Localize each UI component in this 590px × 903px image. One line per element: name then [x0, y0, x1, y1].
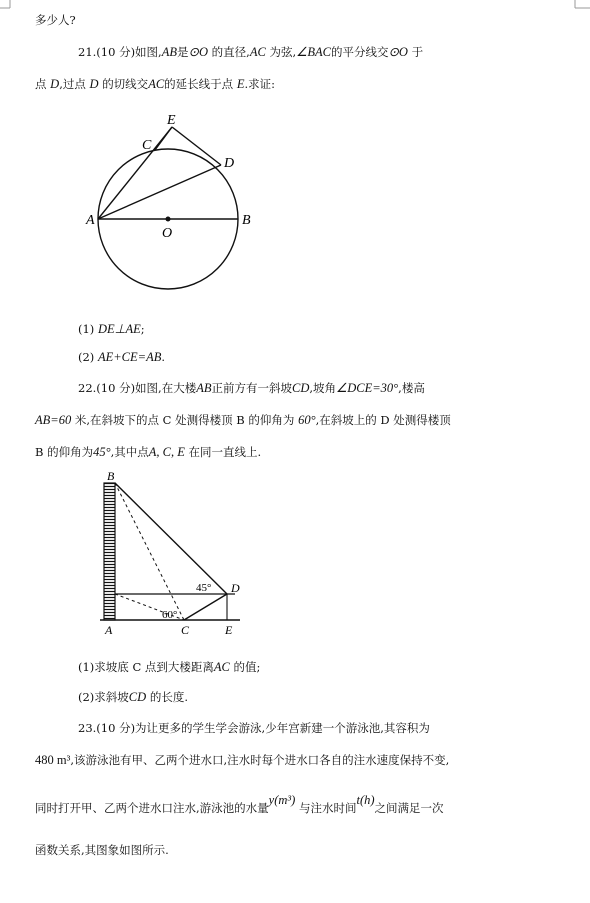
label-a: A — [86, 213, 95, 228]
q23-line-4: 函数关系,其图象如图所示. — [35, 843, 169, 857]
q22-math: AB — [196, 381, 212, 395]
label-b: B — [107, 470, 115, 483]
q21-math: AC — [249, 45, 266, 59]
q23-math: y(m³) — [268, 793, 296, 807]
q22-text: 的长度. — [149, 690, 188, 704]
q21-math: AC — [148, 77, 165, 91]
q21-math: D — [50, 77, 60, 91]
q22-math: AB=60 — [35, 413, 72, 427]
label-d: D — [224, 156, 235, 171]
q23-text: 之间满足一次 — [374, 801, 444, 815]
q22-math: 60° — [298, 413, 316, 427]
q21-text: ,过点 — [59, 77, 86, 91]
label-o: O — [162, 226, 173, 241]
chord-ac-extended — [98, 127, 172, 219]
page-corner-mark-left — [0, 0, 20, 10]
q21-text: 21.(10 分)如图, — [78, 45, 162, 59]
q21-text: 为弦, — [269, 45, 297, 59]
q21-text: 的延长线于点 — [164, 77, 234, 91]
q21-text: .求证: — [244, 77, 275, 91]
q22-text: ,坡角 — [309, 381, 337, 395]
label-b: B — [242, 213, 251, 228]
q22-math: CD — [292, 381, 310, 395]
angle-45-label: 45° — [196, 582, 212, 594]
q23-math: 480 m³ — [35, 753, 71, 767]
label-c: C — [142, 138, 152, 153]
page-corner-mark-right — [565, 0, 590, 10]
label-d: D — [231, 581, 240, 595]
q21-text: 的平分线交 — [330, 45, 389, 59]
q22-text: 的值; — [233, 660, 261, 674]
sightline-bd — [115, 483, 227, 594]
q22-text: 正前方有一斜坡 — [211, 381, 292, 395]
q23-line-3 — [35, 793, 444, 816]
q21-part-1 — [78, 321, 145, 337]
q21-math: ⊙O — [188, 45, 209, 59]
q22-text: (1)求坡底 C 点到大楼距离 — [78, 660, 214, 674]
q22-building-slope-figure — [95, 470, 255, 640]
q23-text: 与注水时间 — [298, 801, 357, 815]
q22-line-2 — [35, 412, 451, 428]
q22-line-3 — [35, 444, 261, 460]
q22-math: CD — [128, 690, 147, 704]
q21-math: DE⊥AE — [97, 322, 141, 336]
q21-line-2 — [35, 76, 275, 92]
q23-math: t(h) — [356, 793, 375, 807]
q21-line-1 — [78, 44, 423, 60]
segment-ce — [155, 127, 172, 150]
q22-text: ,在斜坡上的 D 处测得楼顶 — [315, 413, 451, 427]
q23-line-1: 23.(10 分)为让更多的学生学会游泳,少年宫新建一个游泳池,其容积为 — [78, 721, 430, 735]
building-ab — [104, 483, 115, 620]
q21-math: AE+CE=AB — [97, 350, 162, 364]
q21-part-number: (2) — [78, 350, 95, 364]
q22-part-2 — [78, 689, 188, 705]
q22-text: (2)求斜坡 — [78, 690, 129, 704]
q22-text: ,其中点 — [110, 445, 149, 459]
segment-ad — [98, 165, 221, 219]
q22-text: 在同一直线上. — [188, 445, 262, 459]
q21-math: ⊙O — [388, 45, 408, 59]
q23-text: 同时打开甲、乙两个进水口注水,游泳池的水量 — [35, 801, 269, 815]
q22-math: 45° — [93, 445, 111, 459]
sightline-bc — [115, 483, 184, 620]
label-a: A — [105, 623, 113, 637]
q21-math: D — [89, 77, 99, 91]
q21-text: 于 — [411, 45, 424, 59]
q21-math: AB — [161, 45, 177, 59]
previous-question-tail: 多少人? — [35, 13, 76, 27]
q21-text: 的切线交 — [102, 77, 149, 91]
label-e: E — [167, 113, 176, 128]
q21-text: 是 — [177, 45, 189, 59]
q22-math: AC — [213, 660, 230, 674]
q21-circle-figure — [80, 110, 280, 300]
q22-math: A, C, E — [148, 445, 185, 459]
q22-text: ,楼高 — [398, 381, 425, 395]
tangent-de — [172, 127, 221, 165]
q22-math: ∠DCE=30° — [336, 381, 399, 395]
center-point-o — [166, 217, 171, 222]
q21-text: . — [161, 350, 165, 364]
angle-60-label: 60° — [162, 609, 178, 621]
q21-part-2 — [78, 350, 165, 365]
q22-text: B 的仰角为 — [35, 445, 94, 459]
q22-text: 米,在斜坡下的点 C 处测得楼顶 B 的仰角为 — [74, 413, 295, 427]
label-e: E — [225, 623, 233, 637]
q21-text: 的直径, — [211, 45, 250, 59]
q21-text: ; — [140, 322, 145, 336]
q23-line-2 — [35, 752, 449, 768]
label-c: C — [181, 623, 190, 637]
q22-line-1 — [78, 380, 425, 396]
q21-math: E — [236, 77, 245, 91]
q21-text: 点 — [35, 77, 47, 91]
slope-cd — [184, 594, 227, 620]
q21-math: ∠BAC — [296, 45, 331, 59]
q21-part-number: (1) — [78, 322, 95, 336]
q22-part-1 — [78, 659, 260, 675]
q22-text: 22.(10 分)如图,在大楼 — [78, 381, 197, 395]
q23-text: ,该游泳池有甲、乙两个进水口,注水时每个进水口各自的注水速度保持不变, — [70, 753, 450, 767]
